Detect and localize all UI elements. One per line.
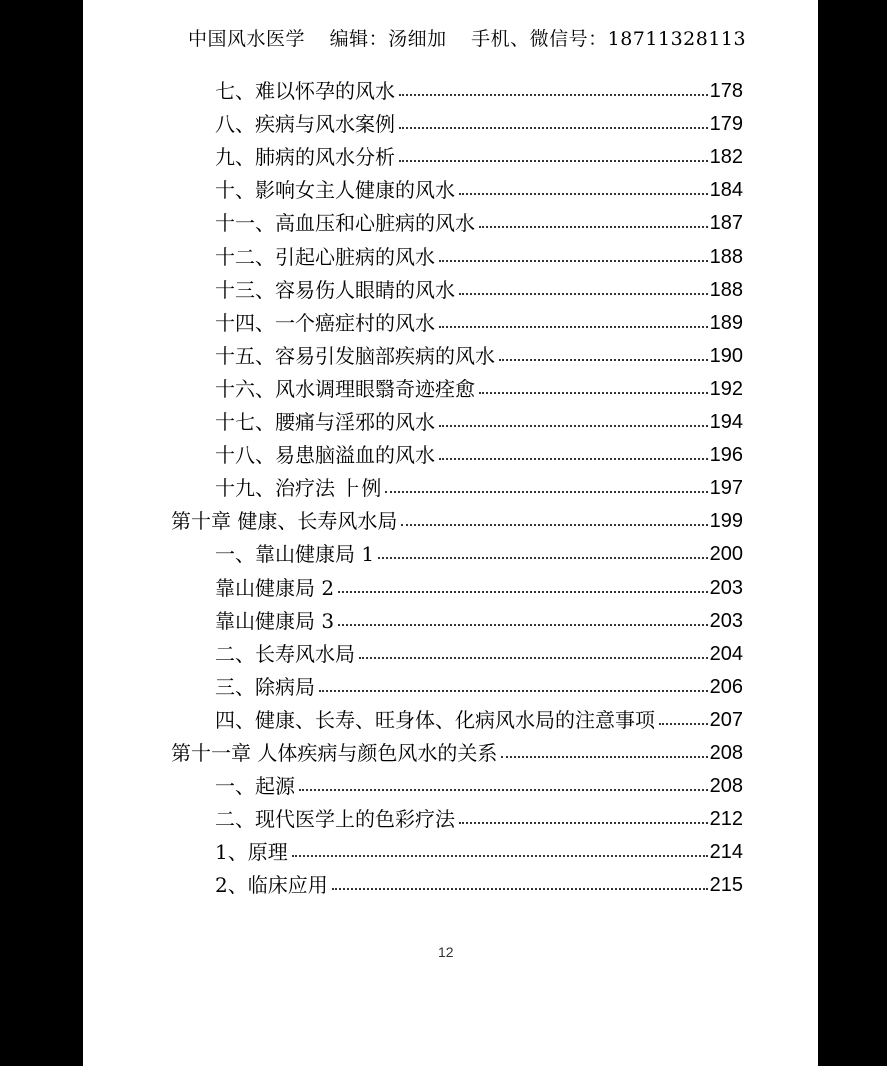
toc-entry-page: 207 [709, 708, 743, 731]
toc-entry[interactable] [215, 308, 743, 338]
toc-entry[interactable] [171, 506, 743, 536]
toc-entry[interactable] [215, 175, 743, 205]
toc-entry-page: 204 [709, 642, 743, 665]
toc-entry-title: 十三、容易伤人眼睛的风水 [215, 277, 455, 302]
dot-leader [459, 293, 708, 295]
dot-leader [399, 94, 708, 96]
dot-leader [399, 127, 708, 129]
toc-entry-page: 214 [709, 841, 743, 864]
toc-entry-title: 十一、高血压和心脏病的风水 [215, 211, 475, 236]
document-page [83, 0, 818, 1066]
dot-leader [399, 160, 708, 162]
toc-entry[interactable] [215, 208, 743, 238]
dot-leader [479, 392, 708, 394]
toc-entry-title: 一、靠山健康局 1 [215, 542, 375, 567]
toc-entry[interactable] [171, 738, 743, 768]
dot-leader [338, 591, 708, 593]
dot-leader [501, 756, 707, 758]
toc-entry-page: 215 [709, 874, 743, 897]
toc-entry-page: 199 [709, 510, 743, 533]
dot-leader [299, 789, 708, 791]
toc-entry[interactable] [215, 76, 743, 106]
toc-entry-title: 十、影响女主人健康的风水 [215, 178, 455, 203]
toc-entry-title: 三、除病局 [215, 674, 315, 699]
toc-entry-page: 184 [709, 179, 743, 202]
toc-entry-title: 一、起源 [215, 774, 295, 799]
toc-entry[interactable] [215, 407, 743, 437]
toc-entry-page: 188 [709, 245, 743, 268]
toc-entry-title: 十八、易患脑溢血的风水 [215, 443, 435, 468]
toc-entry-title: 十二、引起心脏病的风水 [215, 244, 435, 269]
toc-entry[interactable] [215, 242, 743, 272]
toc-entry-page: 200 [709, 543, 743, 566]
dot-leader [479, 226, 708, 228]
dot-leader [439, 425, 708, 427]
dot-leader [659, 723, 708, 725]
toc-entry-page: 178 [709, 80, 743, 102]
toc-entry[interactable] [215, 870, 743, 900]
toc-entry-title: 十五、容易引发脑部疾病的风水 [215, 343, 495, 368]
toc-entry-title: 九、肺病的风水分析 [215, 145, 395, 170]
toc-entry-page: 206 [709, 675, 743, 698]
toc-entry[interactable] [215, 440, 743, 470]
toc-entry-title: 十六、风水调理眼翳奇迹痊愈 [215, 376, 475, 401]
toc-entry[interactable] [215, 109, 743, 139]
toc-entry-title: 十七、腰痛与淫邪的风水 [215, 410, 435, 434]
dot-leader [359, 657, 708, 659]
toc-entry-page: 203 [709, 576, 743, 599]
dot-leader [338, 624, 708, 626]
dot-leader [459, 193, 708, 195]
dot-leader [401, 524, 707, 526]
toc-entry-page: 203 [709, 609, 743, 632]
toc-entry-title: 八、疾病与风水案例 [215, 112, 395, 137]
toc-entry[interactable] [215, 606, 743, 636]
dot-leader [332, 888, 708, 890]
dot-leader [385, 491, 707, 493]
toc-entry-page: 212 [709, 808, 743, 831]
toc-entry[interactable] [215, 539, 743, 569]
toc-entry-title: 十四、一个癌症村的风水 [215, 310, 435, 335]
editor-name: 编辑：汤细加 [329, 28, 447, 50]
toc-entry-page: 182 [709, 146, 743, 169]
book-title: 中国风水医学 [188, 28, 306, 50]
toc-entry-page: 194 [709, 411, 743, 433]
dot-leader [499, 359, 708, 361]
toc-entry-title: 第十一章 人体疾病与颜色风水的关系 [171, 741, 498, 765]
dot-leader [439, 326, 708, 328]
toc-entry[interactable] [215, 275, 743, 305]
toc-entry[interactable] [215, 573, 743, 603]
toc-entry-page: 192 [709, 377, 743, 400]
toc-entry-title: 十九、治疗法 ⺊例 [215, 476, 382, 501]
toc-entry[interactable] [215, 341, 743, 371]
toc-entry-page: 197 [709, 477, 743, 500]
page-header [188, 24, 764, 51]
dot-leader [319, 690, 708, 692]
toc-entry-title: 四、健康、长寿、旺身体、化病风水局的注意事项 [215, 707, 655, 732]
toc-entry-title: 靠山健康局 2 [215, 575, 335, 600]
toc-entry[interactable] [215, 142, 743, 172]
toc-entry-page: 187 [709, 212, 743, 235]
page-number: 12 [438, 944, 454, 960]
toc-entry[interactable] [215, 639, 743, 669]
toc-entry-title: 靠山健康局 3 [215, 608, 335, 633]
toc-entry-title: 二、现代医学上的色彩疗法 [215, 807, 455, 832]
toc-entry-title: 二、长寿风水局 [215, 641, 355, 666]
toc-entry-page: 196 [709, 444, 743, 467]
contact-info: 手机、微信号：18711328113 [471, 28, 747, 50]
dot-leader [439, 260, 708, 262]
toc-entry[interactable] [215, 837, 743, 867]
toc-entry-title: 2、临床应用 [215, 873, 328, 898]
dot-leader [439, 458, 708, 460]
toc-entry-page: 208 [709, 775, 743, 798]
dot-leader [378, 557, 708, 559]
toc-entry-page: 189 [709, 311, 743, 334]
toc-entry[interactable] [215, 804, 743, 834]
toc-entry-page: 208 [709, 742, 743, 764]
toc-entry[interactable] [215, 705, 743, 735]
toc-entry-title: 第十章 健康、长寿风水局 [171, 509, 398, 534]
toc-entry-title: 1、原理 [215, 840, 288, 865]
toc-entry-page: 190 [709, 344, 743, 367]
dot-leader [459, 822, 708, 824]
toc-entry-page: 188 [709, 278, 743, 301]
toc-entry[interactable] [215, 374, 743, 404]
toc-entry-page: 179 [709, 113, 743, 136]
dot-leader [292, 855, 708, 857]
toc-entry[interactable] [215, 473, 743, 503]
toc-entry[interactable] [215, 672, 743, 702]
toc-entry-title: 七、难以怀孕的风水 [215, 79, 395, 103]
toc-entry[interactable] [215, 771, 743, 801]
